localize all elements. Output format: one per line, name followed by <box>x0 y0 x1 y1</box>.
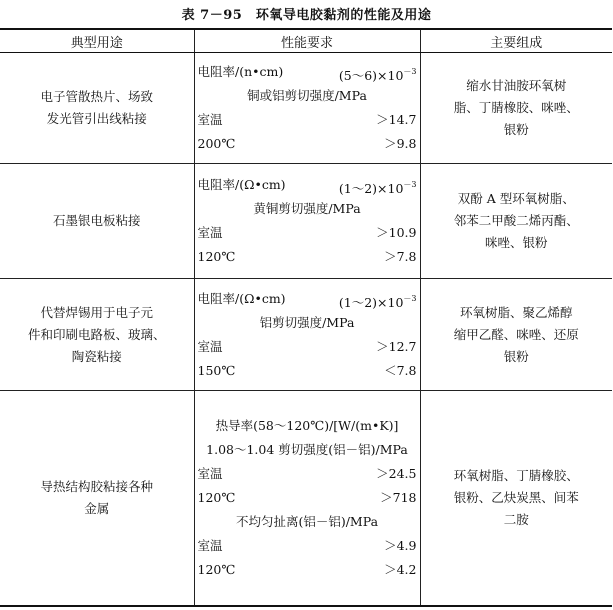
requirement-cell <box>194 391 420 606</box>
requirement-cell <box>194 53 420 164</box>
shear-title: 铝剪切强度/MPa <box>259 314 355 330</box>
use-cell: 石墨银电板粘接 <box>0 164 194 279</box>
use-cell: 电子管散热片、场致 发光管引出线粘接 <box>0 53 194 164</box>
value-line: 200℃ ＞9.8 <box>197 136 417 151</box>
composition-cell: 环氧树脂、丁腈橡胶、 银粉、乙炔炭黑、间苯 二胺 <box>420 391 612 606</box>
value-line: 室温 ＞4.9 <box>197 537 417 553</box>
header-row <box>0 29 612 53</box>
composition-cell: 环氧树脂、聚乙烯醇 缩甲乙醛、咪唑、还原 银粉 <box>420 279 612 391</box>
composition-cell: 双酚 A 型环氧树脂、 邻苯二甲酸二烯丙酯、 咪唑、银粉 <box>420 164 612 279</box>
table-row <box>0 53 612 164</box>
requirement-cell <box>194 279 420 391</box>
shear-title: 黄铜剪切强度/MPa <box>253 201 361 216</box>
value-line: 120℃ ＞7.8 <box>197 249 417 264</box>
value-line: 室温 ＞12.7 <box>197 338 417 354</box>
thermal-line: 热导率(58～120℃)/[W/(m•K)] <box>215 417 399 433</box>
header-requirement: 性能要求 <box>194 29 420 53</box>
value-line: 室温 ＞24.5 <box>197 465 417 481</box>
thermal-shear-line: 1.08～1.04 剪切强度(铝－铝)/MPa <box>206 441 408 457</box>
value-line: 室温 ＞10.9 <box>197 225 417 240</box>
use-cell: 代替焊锡用于电子元 件和印刷电路板、玻璃、 陶瓷粘接 <box>0 279 194 391</box>
composition-cell: 缩水甘油胺环氧树 脂、丁腈橡胶、咪唑、 银粉 <box>420 53 612 164</box>
value-line: 120℃ ＞4.2 <box>197 561 417 577</box>
table-caption: 表 7－95 环氧导电胶黏剂的性能及用途 <box>181 8 432 23</box>
adhesive-table <box>0 28 612 607</box>
value-line: 室温 ＞14.7 <box>197 112 417 127</box>
requirement-cell <box>194 164 420 279</box>
header-composition: 主要组成 <box>420 29 612 53</box>
header-use: 典型用途 <box>0 29 194 53</box>
value-line: 120℃ ＞718 <box>197 489 417 505</box>
shear-title: 铜或铝剪切强度/MPa <box>247 88 367 103</box>
peel-title: 不均匀扯离(铝－铝)/MPa <box>235 513 379 529</box>
table-row <box>0 279 612 391</box>
table-row <box>0 391 612 606</box>
table-row <box>0 164 612 279</box>
resistivity-line: 电阻率/(Ω•cm) $(1\sim 2)\times 10^{-3}$ <box>197 290 417 310</box>
resistivity-line: 电阻率/(n•cm) $(5\sim 6)\times 10^{-3}$ <box>197 64 417 83</box>
value-line: 150℃ ＜7.8 <box>197 362 417 378</box>
resistivity-line: 电阻率/(Ω•cm) $(1\sim 2)\times 10^{-3}$ <box>197 177 417 196</box>
use-cell: 导热结构胶粘接各种 金属 <box>0 391 194 606</box>
